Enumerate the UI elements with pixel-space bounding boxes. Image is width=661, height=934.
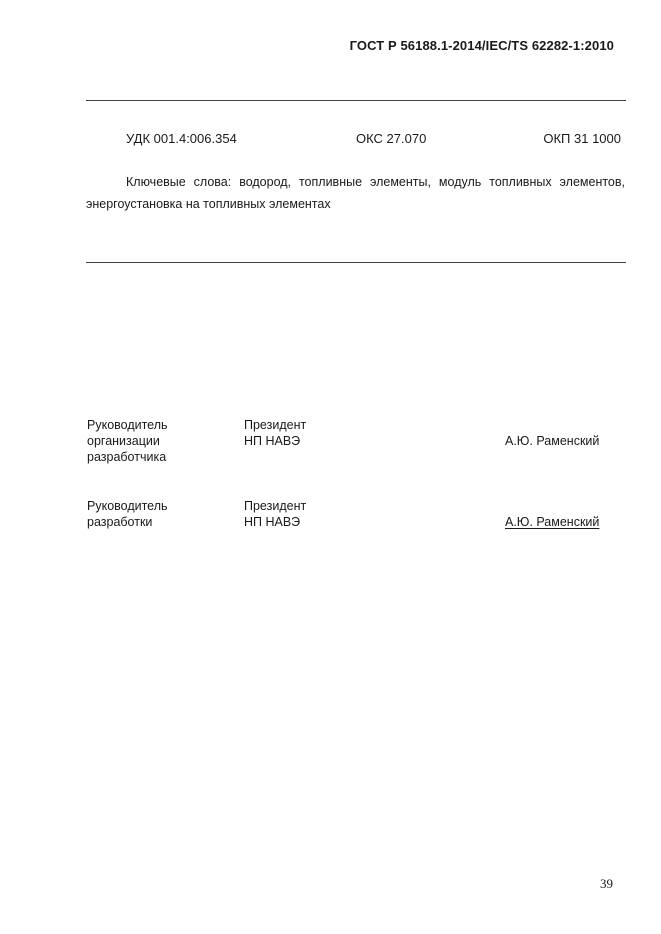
top-divider — [86, 100, 626, 101]
udk-code: УДК 001.4:006.354 — [126, 131, 237, 146]
signature-name: А.Ю. Раменский — [505, 434, 600, 448]
signature-role: Руководитель организации разработчика — [87, 418, 168, 464]
okp-code: ОКП 31 1000 — [543, 131, 621, 146]
standard-title: ГОСТ Р 56188.1-2014/IEC/TS 62282-1:2010 — [349, 38, 614, 53]
signature-role: Руководитель разработки — [87, 499, 168, 529]
bottom-divider — [86, 262, 626, 263]
signature-name: А.Ю. Раменский — [505, 515, 600, 529]
oks-code: ОКС 27.070 — [356, 131, 427, 146]
signature-position: Президент НП НАВЭ — [244, 499, 307, 529]
keywords-paragraph: Ключевые слова: водород, топливные элементы, модуль топливных элементов, энергоустановка на топливных элементах — [86, 175, 625, 211]
signature-position: Президент НП НАВЭ — [244, 418, 307, 448]
page-number: 39 — [600, 876, 613, 891]
